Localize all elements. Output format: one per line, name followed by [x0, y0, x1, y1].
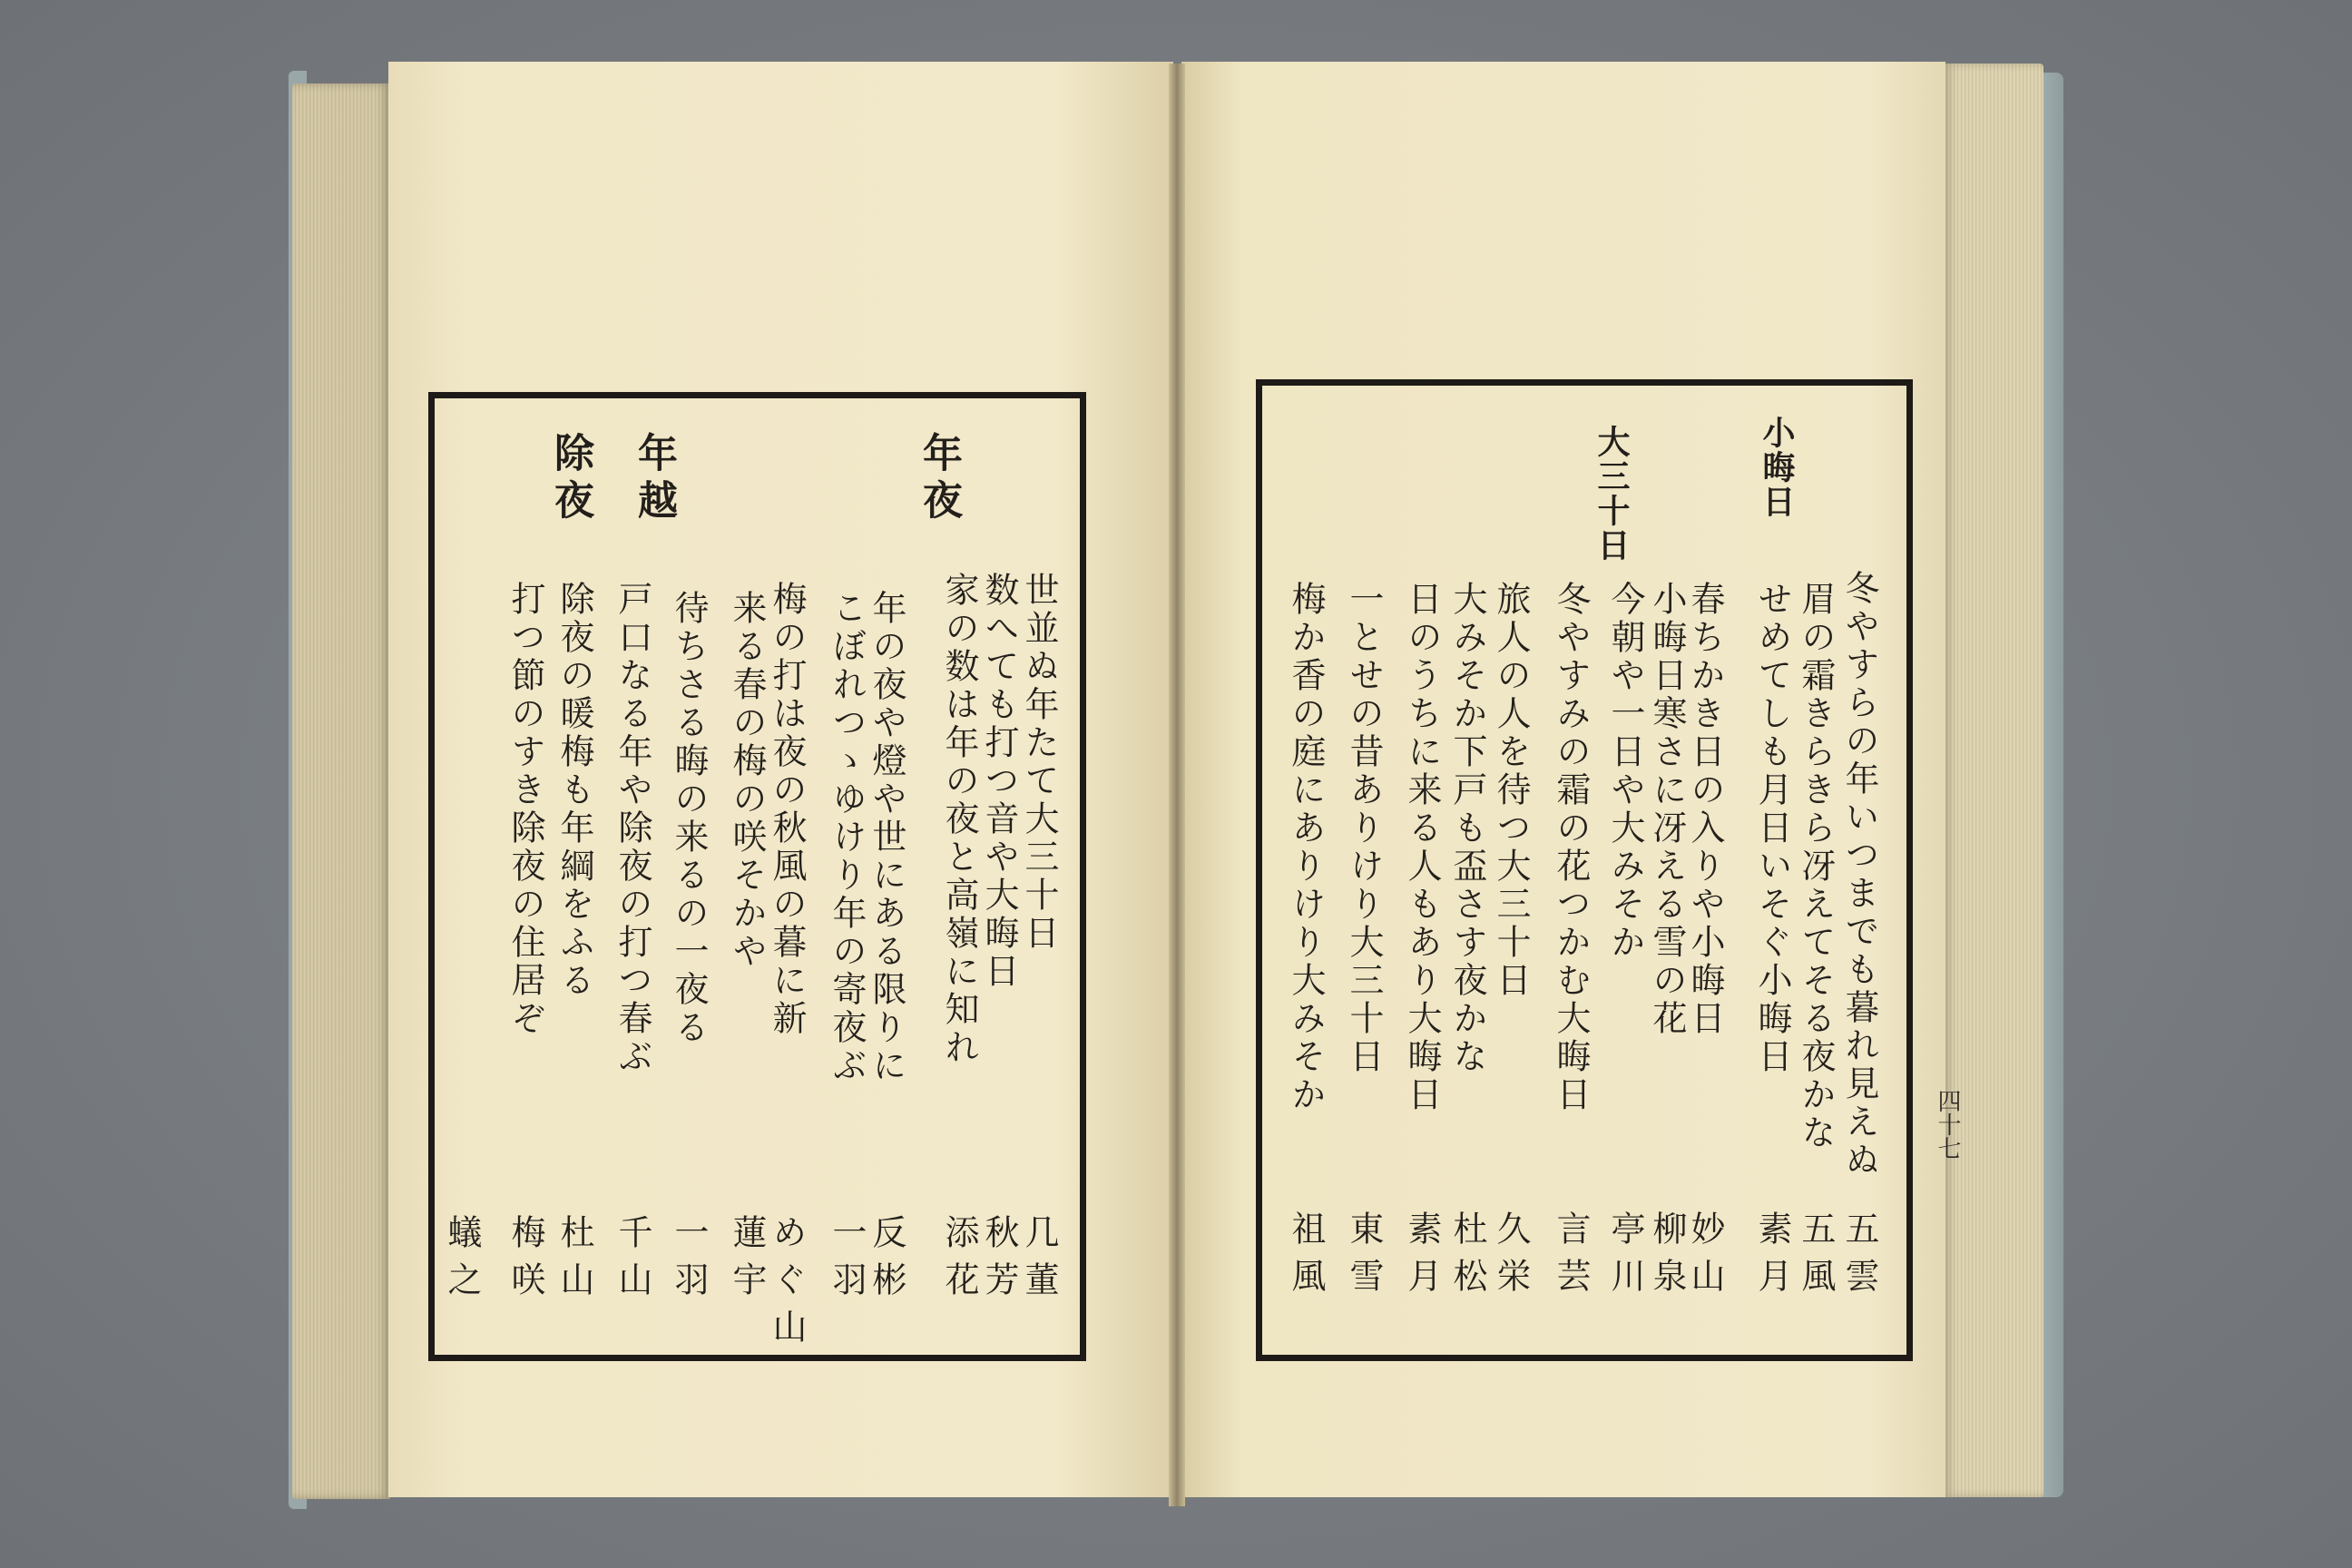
- left-poem-1: 世並ぬ年たて大三十日: [1019, 572, 1059, 953]
- left-author-4: 反彬: [867, 1214, 906, 1308]
- left-title-3: 除夜: [547, 432, 593, 526]
- left-poem-7: 来る春の梅の咲そかや: [727, 590, 767, 971]
- page-block-left: [292, 83, 390, 1499]
- left-poem-10: 除夜の暖梅も年綱をふる: [554, 581, 594, 1000]
- page-block-right: [1944, 64, 2043, 1497]
- right-author-4: 妙山: [1685, 1210, 1725, 1305]
- right-poem-9: 大みそか下戸も盃さす夜かな: [1447, 581, 1487, 1076]
- left-author-11: 梅咲: [505, 1214, 545, 1308]
- right-poem-1: 冬やすらの年いつまでも暮れ見えぬ: [1839, 570, 1879, 1180]
- left-poem-8: 待ちさる晦の来るの一夜る: [669, 590, 709, 1047]
- book-gutter: [1169, 64, 1185, 1506]
- left-author-1: 几董: [1019, 1214, 1059, 1308]
- right-author-1: 五雲: [1839, 1210, 1879, 1305]
- right-poem-3: せめてしも月日いそぐ小晦日: [1752, 581, 1792, 1076]
- left-author-10: 杜山: [554, 1214, 594, 1308]
- left-poem-2: 数へても打つ音や大晦日: [979, 572, 1019, 991]
- right-poem-6: 今朝や一日や大みそか: [1605, 581, 1645, 962]
- right-title-1: 小晦日: [1758, 416, 1796, 519]
- left-poem-6: 梅の打は夜の秋風の暮に新: [767, 581, 807, 1038]
- right-author-11: 東雪: [1344, 1210, 1384, 1305]
- left-poem-5: こぼれつゝゆけり年の寄夜ぶ: [827, 590, 867, 1085]
- right-author-2: 五風: [1796, 1210, 1836, 1305]
- page-folio-number: 四十七: [1934, 1089, 1961, 1160]
- right-author-5: 柳泉: [1647, 1210, 1687, 1305]
- right-poem-2: 眉の霜きらきら冴えてそる夜かな: [1796, 581, 1836, 1152]
- left-author-9: 千山: [612, 1214, 652, 1308]
- right-poem-5: 小晦日寒さに冴える雪の花: [1647, 581, 1687, 1038]
- right-poem-4: 春ちかき日の入りや小晦日: [1685, 581, 1725, 1038]
- left-author-2: 秋芳: [979, 1214, 1019, 1308]
- left-title-1: 年夜: [916, 432, 962, 526]
- right-author-12: 祖風: [1286, 1210, 1326, 1305]
- left-poem-9: 戸口なる年や除夜の打つ春ぶ: [612, 581, 652, 1076]
- right-poem-8: 旅人の人を待つ大三十日: [1491, 581, 1531, 1000]
- left-author-7: 蓮宇: [727, 1214, 767, 1308]
- right-author-10: 素月: [1402, 1210, 1442, 1305]
- left-poem-4: 年の夜や燈や世にある限りに: [867, 590, 906, 1085]
- right-poem-11: 一とせの昔ありけり大三十日: [1344, 581, 1384, 1076]
- right-title-2: 大三十日: [1592, 425, 1631, 563]
- left-poem-3: 家の数は年の夜と高嶺に知れ: [939, 572, 979, 1067]
- right-author-7: 言芸: [1551, 1210, 1591, 1305]
- right-author-9: 杜松: [1447, 1210, 1487, 1305]
- right-author-6: 亭川: [1605, 1210, 1645, 1305]
- right-author-8: 久栄: [1491, 1210, 1531, 1305]
- left-title-2: 年越: [631, 432, 677, 526]
- left-poem-11: 打つ節のすき除夜の住居ぞ: [505, 581, 545, 1038]
- left-author-8: 一羽: [669, 1214, 709, 1308]
- left-author-6: めぐ山: [767, 1214, 807, 1356]
- right-poem-7: 冬やすみの霜の花つかむ大晦日: [1551, 581, 1591, 1114]
- left-author-3: 添花: [939, 1214, 979, 1308]
- left-author-12: 蟻之: [442, 1214, 482, 1308]
- right-poem-10: 日のうちに来る人もあり大晦日: [1402, 581, 1442, 1114]
- right-author-3: 素月: [1752, 1210, 1792, 1305]
- left-author-5: 一羽: [827, 1214, 867, 1308]
- right-poem-12: 梅か香の庭にありけり大みそか: [1286, 581, 1326, 1114]
